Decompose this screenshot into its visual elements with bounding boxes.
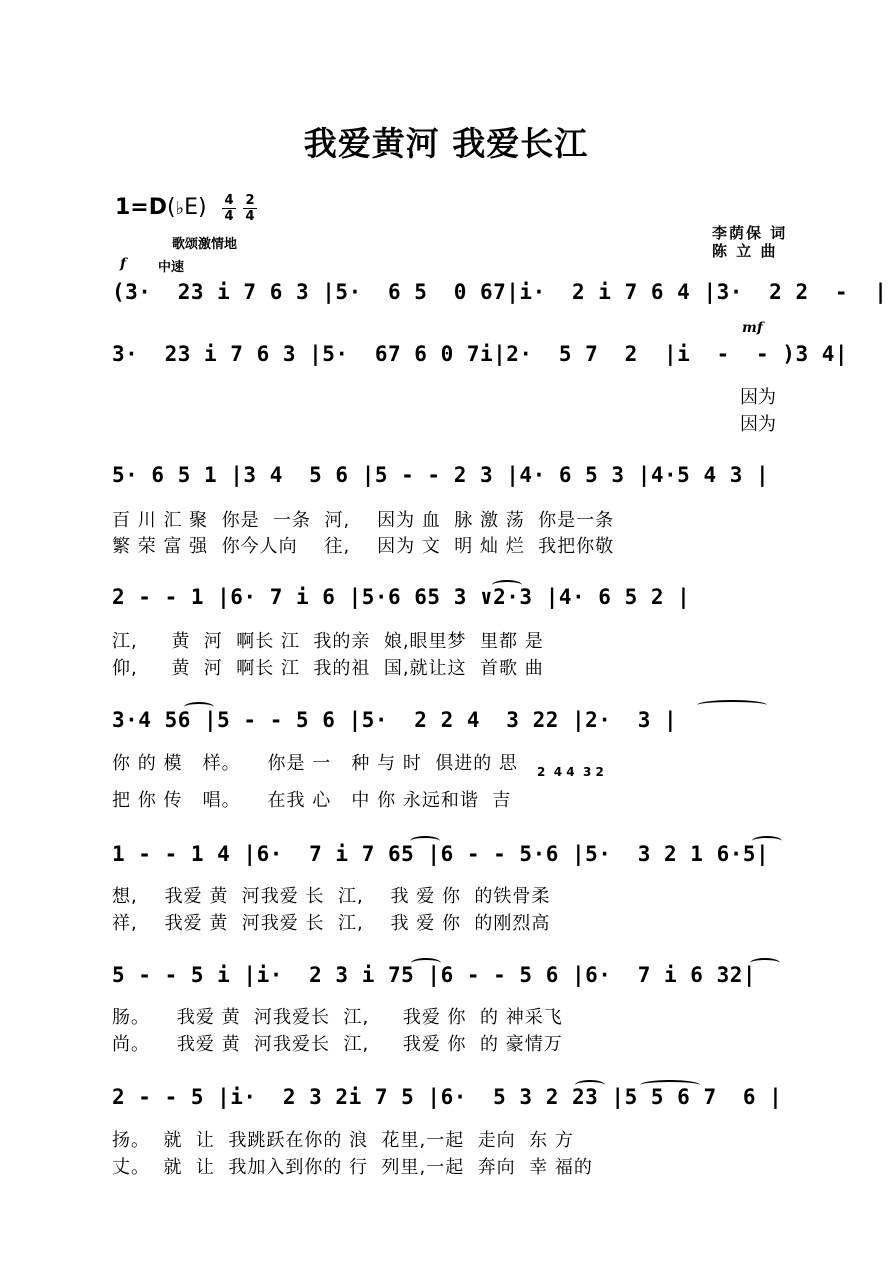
meter-top: 2 [245,193,255,208]
lyric-line-verse-2: 祥, 我爱 黄 河我爱 长 江, 我 爱 你 的刚烈高 [112,913,551,934]
song-title: 我爱黄河 我爱长江 [303,124,589,163]
intro-line-1: (3· 23 i 7 6 3 |5· 6 5 0 67|i· 2 i 7 6 4 |3· 2 2 - | [112,280,888,304]
flat-icon: ♭ [175,198,185,219]
notation-line: 5 - - 5 i |i· 2 3 i 75 |6 - - 5 6 |6· 7 i 6 32| [112,963,757,987]
slur-mark [492,580,522,590]
expression-marking: 歌颂激情地 [172,237,238,252]
key-note: E [184,195,199,220]
notation-line: 2 - - 1 |6· 7 i 6 |5·6 65 3 ∨2·3 |4· 6 5 2 | [112,585,691,609]
key-paren-open: ( [167,195,176,220]
slur-mark [575,1080,605,1090]
notation-line: 5· 6 5 1 |3 4 5 6 |5 - - 2 3 |4· 6 5 3 |4·5 4 3 | [112,463,770,487]
slur-mark [184,702,214,712]
slur-mark [750,958,780,968]
lyric-line-verse-2: 尚。 我爱 黄 河我爱长 江, 我爱 你 的 豪情万 [112,1034,563,1055]
key-label: 1=D [115,195,168,220]
composer-credit: 陈 立 曲 [712,242,778,260]
lyric-line-verse-2: 丈。 就 让 我加入到你的 行 列里,一起 奔向 幸 福的 [112,1157,593,1178]
notation-line: 2 - - 5 |i· 2 3 2i 7 5 |6· 5 3 2 23 |5 5 6 7 6 | [112,1085,783,1109]
dynamic-forte: f [120,256,127,272]
lyric-line-verse-1: 想, 我爱 黄 河我爱 长 江, 我 爱 你 的铁骨柔 [112,886,551,907]
lyricist-credit: 李荫保 词 [712,224,788,242]
intro-line-2: 3· 23 i 7 6 3 |5· 67 6 0 7i|2· 5 7 2 |i - - )3 4| [112,342,849,366]
lyric-line-verse-1: 你 的 模 样。 你是 一 种 与 时 俱进的 思 [112,753,518,774]
time-signature-2-4 [243,193,257,224]
slur-mark [752,836,782,846]
lyric-line-verse-2: 繁 荣 富 强 你今人向 往, 因为 文 明 灿 烂 我把你敬 [112,536,615,557]
lyric-line-verse-1: 百 川 汇 聚 你是 一条 河, 因为 血 脉 激 荡 你是一条 [112,510,615,531]
key-paren-close: ) [198,195,207,220]
slur-mark [410,836,440,846]
slur-mark [640,1080,700,1090]
notation-line: 3·4 56 |5 - - 5 6 |5· 2 2 4 3 22 |2· 3 | [112,708,678,732]
dynamic-mezzo-forte: mf [742,320,763,336]
slur-mark [697,700,767,710]
lyric-line-verse-1: 肠。 我爱 黄 河我爱长 江, 我爱 你 的 神采飞 [112,1007,563,1028]
pickup-lyric-2: 因为 [740,414,776,435]
small-numbers: 2 4 4 3 2 [537,765,604,779]
lyric-line-verse-2: 把 你 传 唱。 在我 心 中 你 永远和谐 吉 [112,790,512,811]
key-signature [115,195,207,220]
tempo-marking: 中速 [158,260,185,275]
lyric-line-verse-2: 仰, 黄 河 啊长 江 我的祖 国,就让这 首歌 曲 [112,658,544,679]
notation-line: 1 - - 1 4 |6· 7 i 7 65 |6 - - 5·6 |5· 3 2 1 6·5| [112,842,770,866]
meter-top: 4 [224,193,234,208]
meter-bottom: 4 [243,208,257,224]
lyric-line-verse-1: 扬。 就 让 我跳跃在你的 浪 花里,一起 走向 东 方 [112,1130,574,1151]
pickup-lyric-1: 因为 [740,387,776,408]
lyric-line-verse-1: 江, 黄 河 啊长 江 我的亲 娘,眼里梦 里都 是 [112,631,544,652]
slur-mark [411,958,441,968]
time-signature-4-4 [222,193,236,224]
meter-bottom: 4 [222,208,236,224]
